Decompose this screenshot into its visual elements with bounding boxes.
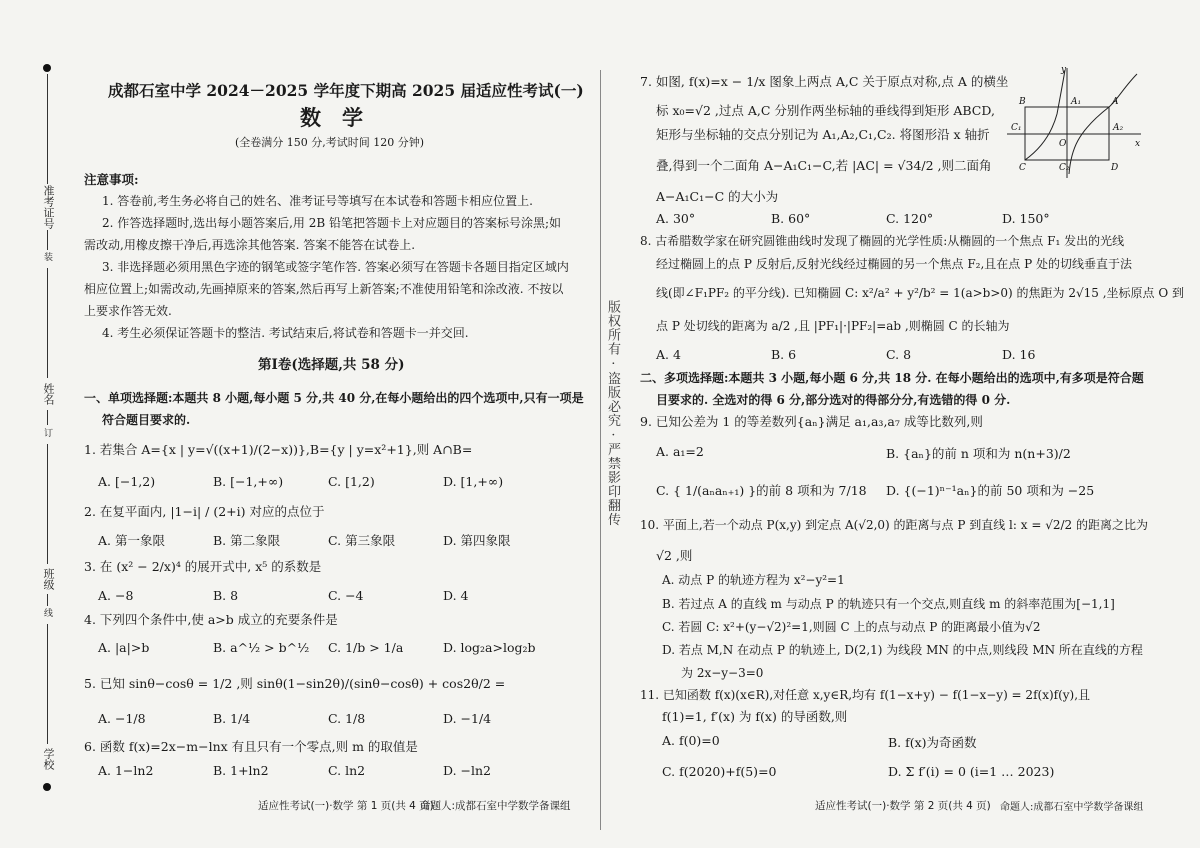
question-stem: 7. 如图, f(x)=x − 1/x 图象上两点 A,C 关于原点对称,点 A 的横坐 bbox=[640, 74, 1009, 89]
option: C. [1,2) bbox=[328, 474, 375, 489]
notice-item: 3. 非选择题必须用黑色字迹的钢笔或签字笔作答. 答案必须写在答题卡各题目指定区域内 bbox=[102, 260, 569, 274]
binding-line bbox=[47, 230, 48, 250]
option: D. {(−1)ⁿ⁻¹aₙ}的前 50 项和为 −25 bbox=[886, 483, 1095, 498]
binding-dot bbox=[43, 783, 51, 791]
binding-line bbox=[47, 268, 48, 378]
option: A. 动点 P 的轨迹方程为 x²−y²=1 bbox=[662, 573, 845, 587]
question-stem: 2. 在复平面内, |1−i| / (2+i) 对应的点位于 bbox=[84, 504, 325, 519]
option: A. [−1,2) bbox=[98, 474, 156, 489]
exam-note: (全卷满分 150 分,考试时间 120 分钟) bbox=[235, 136, 425, 149]
notice-item: 4. 考生必须保证答题卡的整洁. 考试结束后,将试卷和答题卡一并交回. bbox=[102, 326, 469, 340]
option: D. 4 bbox=[443, 588, 469, 603]
question-stem: 9. 已知公差为 1 的等差数列{aₙ}满足 a₁,a₃,a₇ 成等比数列,则 bbox=[640, 414, 983, 429]
option: D. [1,+∞) bbox=[443, 474, 504, 489]
question-stem: 叠,得到一个二面角 A−A₁C₁−C,若 |AC| = √34/2 ,则二面角 bbox=[656, 158, 992, 173]
option: A. 1−ln2 bbox=[98, 763, 154, 778]
option-continuation: 为 2x−y−3=0 bbox=[681, 666, 764, 680]
option: A. 4 bbox=[656, 347, 681, 362]
fig-label: C₂ bbox=[1059, 163, 1070, 173]
option: B. 1+ln2 bbox=[213, 763, 269, 778]
question-stem: 3. 在 (x² − 2/x)⁴ 的展开式中, x⁵ 的系数是 bbox=[84, 559, 322, 574]
fig-label: A bbox=[1112, 97, 1119, 107]
option: D. 150° bbox=[1002, 211, 1050, 226]
fig-label: y bbox=[1061, 65, 1067, 75]
part-heading: 第Ⅰ卷(选择题,共 58 分) bbox=[258, 357, 405, 373]
option: C. 8 bbox=[886, 347, 912, 362]
copyright-seal: 版权所有 · 盗版必究 · 严禁影印翻传 bbox=[605, 300, 620, 527]
page-divider bbox=[600, 70, 601, 830]
question-stem: 5. 已知 sinθ−cosθ = 1/2 ,则 sinθ(1−sin2θ)/(sinθ−cosθ) + cos2θ/2 = bbox=[84, 676, 506, 691]
option: C. 1/8 bbox=[328, 711, 366, 726]
binding-mark: 订 bbox=[42, 428, 52, 437]
option: B. 1/4 bbox=[213, 711, 251, 726]
option: D. 若点 M,N 在动点 P 的轨迹上, D(2,1) 为线段 MN 的中点,则线段 MN 所在直线的方程 bbox=[662, 643, 1143, 657]
curve-branch bbox=[1069, 74, 1137, 174]
notice-item: 上要求作答无效. bbox=[84, 304, 172, 318]
binding-line bbox=[47, 594, 48, 606]
question-stem: 矩形与坐标轴的交点分别记为 A₁,A₂,C₁,C₂. 将图形沿 x 轴折 bbox=[656, 127, 990, 142]
question-stem: 10. 平面上,若一个动点 P(x,y) 到定点 A(√2,0) 的距离与点 P 到直线 l: x = √2/2 的距离之比为 bbox=[640, 518, 1148, 532]
field-name: 姓名 bbox=[42, 383, 55, 405]
binding-line bbox=[47, 74, 48, 184]
binding-mark: 装 bbox=[42, 252, 52, 261]
question-stem: 4. 下列四个条件中,使 a>b 成立的充要条件是 bbox=[84, 612, 338, 627]
option: B. f(x)为奇函数 bbox=[888, 735, 977, 750]
fig-label: A₂ bbox=[1113, 123, 1124, 133]
binding-dot bbox=[43, 64, 51, 72]
section-heading: 一、单项选择题:本题共 8 小题,每小题 5 分,共 40 分,在每小题给出的四个选项中,只有一项是 bbox=[84, 391, 584, 405]
option: C. 若圆 C: x²+(y−√2)²=1,则圆 C 上的点与动点 P 的距离最小值为√2 bbox=[662, 620, 1041, 634]
option: A. |a|>b bbox=[98, 640, 150, 655]
question-stem: 11. 已知函数 f(x)(x∈R),对任意 x,y∈R,均有 f(1−x+y) − f(1−x−y) = 2f(x)f(y),且 bbox=[640, 688, 1091, 702]
question-stem: 6. 函数 f(x)=2x−m−lnx 有且只有一个零点,则 m 的取值是 bbox=[84, 739, 418, 754]
binding-mark: 线 bbox=[42, 608, 52, 617]
option: C. −4 bbox=[328, 588, 364, 603]
field-school: 学校 bbox=[42, 748, 55, 770]
option: B. 60° bbox=[771, 211, 811, 226]
question-stem: 8. 古希腊数学家在研究圆锥曲线时发现了椭圆的光学性质:从椭圆的一个焦点 F₁ 发出的光线 bbox=[640, 234, 1125, 248]
section-heading: 目要求的. 全选对的得 6 分,部分选对的得部分分,有选错的得 0 分. bbox=[656, 393, 1011, 407]
notice-heading: 注意事项: bbox=[84, 172, 139, 187]
option: B. 8 bbox=[213, 588, 239, 603]
question-stem: 线(即∠F₁PF₂ 的平分线). 已知椭圆 C: x²/a² + y²/b² = 1(a>b>0) 的焦距为 2√15 ,坐标原点 O 到 bbox=[656, 286, 1184, 300]
fig-label: O bbox=[1059, 139, 1067, 149]
option: A. −1/8 bbox=[98, 711, 146, 726]
option: D. −ln2 bbox=[443, 763, 491, 778]
option: D. log₂a>log₂b bbox=[443, 640, 536, 655]
option: A. 第一象限 bbox=[98, 533, 165, 548]
field-exam-number: 准考证号 bbox=[42, 185, 55, 229]
binding-line bbox=[47, 444, 48, 564]
question-stem: f(1)=1, f′(x) 为 f(x) 的导函数,则 bbox=[662, 709, 848, 724]
option: C. { 1/(aₙaₙ₊₁) }的前 8 项和为 7/18 bbox=[656, 483, 867, 498]
question-stem: 1. 若集合 A={x | y=√((x+1)/(2−x))},B={y | y=x²+1},则 A∩B= bbox=[84, 442, 473, 457]
question-stem: 点 P 处切线的距离为 a/2 ,且 |PF₁|·|PF₂|=ab ,则椭圆 C 的长轴为 bbox=[656, 319, 1010, 333]
option: C. ln2 bbox=[328, 763, 366, 778]
question-stem: 经过椭圆上的点 P 反射后,反射光线经过椭圆的另一个焦点 F₂,且在点 P 处的切线垂直于法 bbox=[656, 257, 1132, 271]
question-stem: A−A₁C₁−C 的大小为 bbox=[656, 189, 779, 204]
option: C. 120° bbox=[886, 211, 934, 226]
option: A. −8 bbox=[98, 588, 134, 603]
option: B. {aₙ}的前 n 项和为 n(n+3)/2 bbox=[886, 446, 1071, 461]
option: B. 第二象限 bbox=[213, 533, 281, 548]
option: D. 第四象限 bbox=[443, 533, 511, 548]
option: B. 6 bbox=[771, 347, 797, 362]
question-stem: 标 x₀=√2 ,过点 A,C 分别作两坐标轴的垂线得到矩形 ABCD, bbox=[656, 103, 995, 118]
option: B. 若过点 A 的直线 m 与动点 P 的轨迹只有一个交点,则直线 m 的斜率范围为[−1,1] bbox=[662, 597, 1115, 611]
fig-label: C bbox=[1019, 163, 1026, 173]
notice-item: 2. 作答选择题时,选出每小题答案后,用 2B 铅笔把答题卡上对应题目的答案标号涂黑;如 bbox=[102, 216, 562, 230]
section-heading: 二、多项选择题:本题共 3 小题,每小题 6 分,共 18 分. 在每小题给出的选项中,有多项是符合题 bbox=[640, 371, 1144, 385]
option: D. −1/4 bbox=[443, 711, 492, 726]
exam-title: 成都石室中学 2024－2025 学年度下期高 2025 届适应性考试(一) bbox=[108, 81, 584, 100]
option: A. a₁=2 bbox=[656, 444, 704, 459]
notice-item: 需改动,用橡皮擦干净后,再选涂其他答案. 答案不能答在试卷上. bbox=[84, 238, 416, 252]
option: C. f(2020)+f(5)=0 bbox=[662, 764, 777, 779]
binding-line bbox=[47, 410, 48, 425]
option: B. a^½ > b^½ bbox=[213, 640, 310, 655]
binding-line bbox=[47, 624, 48, 744]
fig-label: B bbox=[1019, 97, 1026, 107]
option: C. 第三象限 bbox=[328, 533, 396, 548]
option: A. 30° bbox=[656, 211, 696, 226]
q7-figure bbox=[1005, 62, 1145, 182]
footer-page: 适应性考试(一)·数学 第 2 页(共 4 页) bbox=[815, 800, 991, 812]
subject-title: 数 学 bbox=[300, 105, 363, 130]
option: B. [−1,+∞) bbox=[213, 474, 284, 489]
notice-item: 相应位置上;如需改动,先画掉原来的答案,然后再写上新答案;不准使用铅笔和涂改液. 不按以 bbox=[84, 282, 564, 296]
footer-page: 适应性考试(一)·数学 第 1 页(共 4 页) bbox=[258, 800, 434, 812]
question-stem: √2 ,则 bbox=[656, 548, 693, 563]
fig-label: C₁ bbox=[1011, 123, 1022, 133]
footer-author: 命题人:成都石室中学数学备课组 bbox=[420, 800, 571, 812]
option: A. f(0)=0 bbox=[662, 733, 720, 748]
fig-label: A₁ bbox=[1071, 97, 1082, 107]
fig-label: x bbox=[1135, 139, 1141, 149]
section-heading: 符合题目要求的. bbox=[102, 413, 191, 427]
field-class: 班级 bbox=[42, 568, 55, 590]
option: C. 1/b > 1/a bbox=[328, 640, 404, 655]
option: D. Σ f′(i) = 0 (i=1 … 2023) bbox=[888, 764, 1055, 779]
footer-author: 命题人:成都石室中学数学备课组 bbox=[1000, 802, 1144, 813]
notice-item: 1. 答卷前,考生务必将自己的姓名、准考证号等填写在本试卷和答题卡相应位置上. bbox=[102, 194, 533, 208]
option: D. 16 bbox=[1002, 347, 1036, 362]
fig-label: D bbox=[1111, 163, 1119, 173]
